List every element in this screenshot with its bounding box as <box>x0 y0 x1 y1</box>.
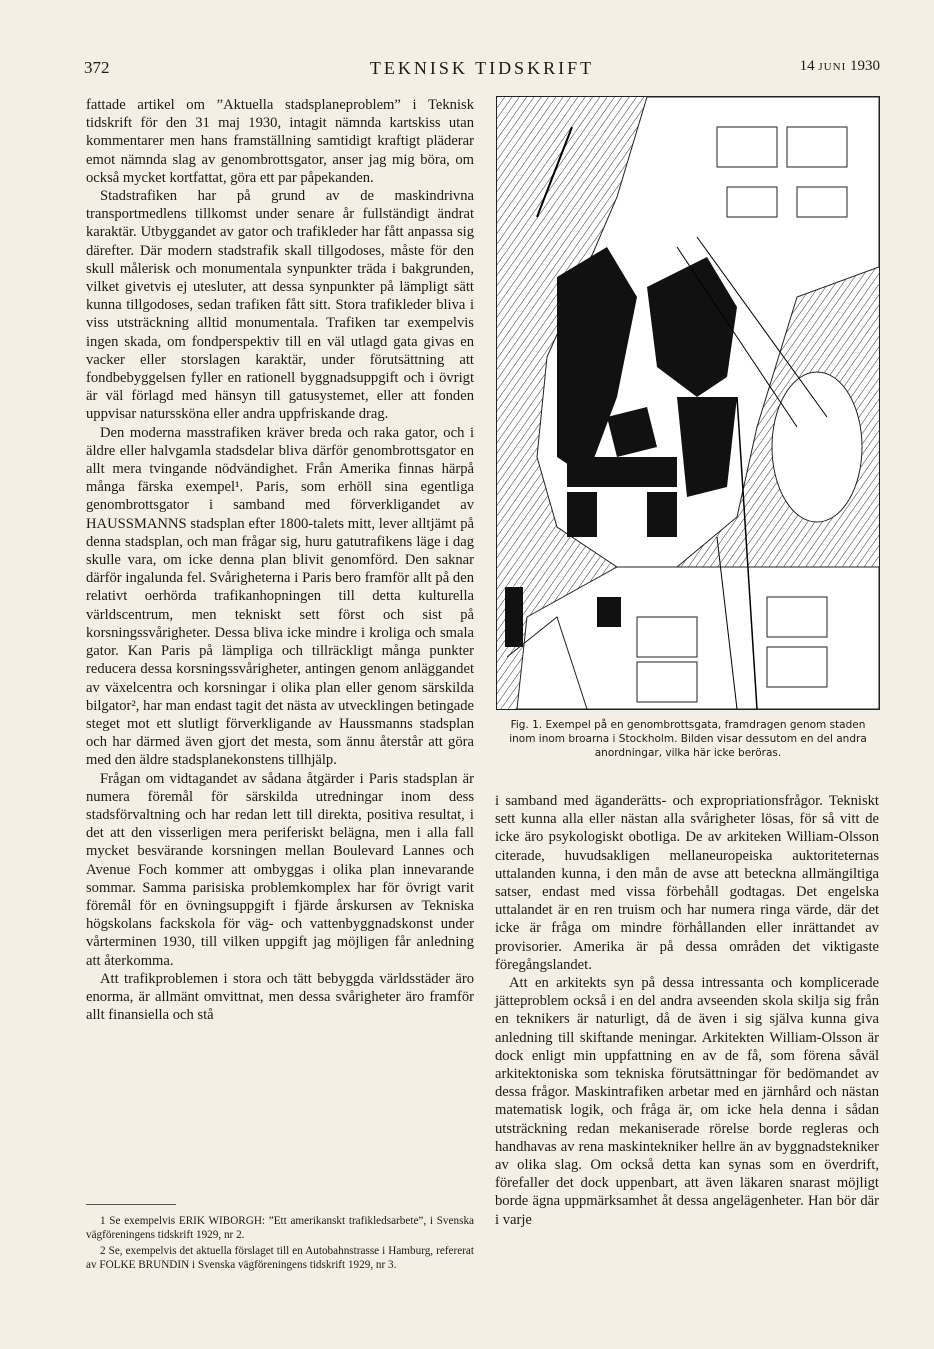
issue-date <box>800 58 880 75</box>
paragraph: Den moderna masstrafiken kräver breda och raka gator, och i äldre eller halvgamla stadsdelar bliva därför genombrottsgator en allt mera tvingande nödvändighet. Från Amerika finnas härpå många färska exempel¹. Paris, som erhöll sina egentliga genombrottsgator i samband med förverkligandet av HAUSSMANNS stadsplan efter 1800-talets mitt, lever alltjämt på denna stadsplan, och man frågar sig, huru gatutrafikens läge i dag skulle vara, om icke denna plan blivit genomförd. Den saknar därför ingalunda fel. Svårigheterna i Paris bero framför allt på den relativt oerhörda trafikanhopningen till detta kulturella världscentrum, men tekniskt sett först och sist på korsningssvårigheter. Dessa bliva icke mindre i kroliga och smala gator. Kan Paris på lämpliga och tillräckligt många punkter reducera dessa korsningssvårigheter, antingen genom anläggandet av växelcentra och korsningar i olika plan eller genom särskilda bilgator², har man endast tagit det nästa av utvecklingen betingade steget mot ett slutligt förverkligande av Haussmanns stadsplan och har därmed även gjort det mesta, som ännu återstår att göra med den äldre stadsplanekonstens tillhjälp. <box>86 424 474 769</box>
footnote: 2 Se, exempelvis det aktuella förslaget till en Autobahnstrasse i Hamburg, refererat av FOLKE BRUNDIN i Svenska vägföreningens tidskrift 1929, nr 3. <box>86 1245 474 1271</box>
map-drawing <box>497 97 879 709</box>
paragraph: Frågan om vidtagandet av sådana åtgärder i Paris stadsplan är numera föremål för särskilda utredningar inom dess stadsförvaltning och har redan lett till direkta, positiva resultat, i det att den visserligen mera periferiskt belägna, men i alla fall mycket besvärande korsningen mellan Boulevard Lannes och Avenue Foch kommer att ombyggas i olika plan innevarande sommar. Samma parisiska problemkomplex har för övrigt varit föremål för en övningsuppgift i fjärde årskursen av Tekniska högskolans fackskola för väg- och vattenbyggnadskonst under vårterminen 1930, till vilken uppgift jag möjligen får anledning att återkomma. <box>86 770 474 969</box>
paragraph: Att trafikproblemen i stora och tätt bebyggda världsstäder äro enorma, är allmänt omvittnat, men dessa svårigheter äro framför allt finansiella och stå <box>86 970 474 1024</box>
right-column <box>495 792 879 1229</box>
footnote: 1 Se exempelvis ERIK WIBORGH: ”Ett amerikanskt trafikledsarbete”, i Svenska vägföreningens tidskrift 1929, nr 2. <box>86 1215 474 1241</box>
page-number: 372 <box>84 58 110 77</box>
left-column <box>86 96 474 1024</box>
footnotes <box>86 1214 474 1274</box>
paragraph: Stadstrafiken har på grund av de maskindrivna transportmedlens tillkomst under senare år fullständigt ändrat karaktär. Utbyggandet av gator och trafikleder har fått anpassa sig därefter. Där modern stadstrafik skall tillgodoses, måste för den skull målerisk och monumentala synpunkter träda i bakgrunden, vilket givetvis ej utesluter, att dessa synpunkter på lämpligt sätt kunna tillgodoses, sedan trafiken fått sitt. Stora trafikleder bliva i viss utsträckning alltid monumentala. Trafiken tar exempelvis ingen skada, om fondperspektiv till en väl utlagd gata givas en vacker eller storslagen karaktär, under förutsättning att fondbebyggelsen fyller en rationell byggnadsuppgift och i övrigt är väl förlagd med hänsyn till gatusystemet, eller att fonden uppvisar naturssköna eller andra uppfriskande drag. <box>86 188 474 423</box>
page-header <box>84 58 880 82</box>
footnote-rule <box>86 1204 176 1205</box>
journal-title: TEKNISK TIDSKRIFT <box>369 58 595 78</box>
date-month: JUNI <box>818 61 847 73</box>
date-day: 14 <box>799 58 815 74</box>
paragraph: i samband med äganderätts- och expropriationsfrågor. Tekniskt sett kunna alla eller nästan alla svårigheter lösas, för så vitt de icke äro psykologiskt obotliga. De av arkiteken William-Olsson citerade, huvudsakligen mellaneuropeiska auktoriteternas uttalanden kunna, i den mån de avse att beteckna allmängiltiga satser, endast med vissa förbehåll godtagas. Det engelska uttalandet är en ren truism och har numera ringa värde, där det icke är fråga om mindre förhållanden eller inrättandet av provisorier. Amerika är på dessa områden det viktigaste föregångslandet. <box>495 793 879 973</box>
date-year: 1930 <box>850 58 880 74</box>
figure-caption: Fig. 1. Exempel på en genombrottsgata, framdragen genom staden inom inom broarna i Stockholm. Bilden visar dessutom en del andra anordningar, vilka här icke beröras. <box>509 719 867 759</box>
paragraph: Att en arkitekts syn på dessa intressanta och komplicerade jätteproblem också i en del andra avseenden skola skilja sig från en teknikers är naturligt, då de även i sig själva kunna giva anledning till skiftande meningar. Arkitekten William-Olsson är dock enligt min uppfattning en av de få, som förena såväl arkitektoniska som tekniska förutsättningar för bedömandet av dessa frågor. Maskintrafiken arbetar med en järnhård och nästan matematisk logik, och fråga är, om icke hela denna i sådan utsträckning redan mekaniserade rörelse borde regleras och handhavas av rena maskintekniker hellre än av byggnadstekniker av olika slag. Om också detta kan synas som en överdrift, förefaller det dock uppenbart, att även läkaren snarast möjligt borde ägna uppmärksamhet åt dessa angelägenheter. Han bör där i varje <box>495 975 879 1228</box>
city-map-figure <box>496 96 880 710</box>
paragraph: fattade artikel om ”Aktuella stadsplaneproblem” i Teknisk tidskrift för den 31 maj 1930, intagit nämnda kartskiss utan kommentarer men hans framställning samtidigt kraftigt pläderar emot nämnda slag av genombrottsgator, anser jag mig böra, om också mycket kortfattat, göra ett par påpekanden. <box>86 97 474 186</box>
